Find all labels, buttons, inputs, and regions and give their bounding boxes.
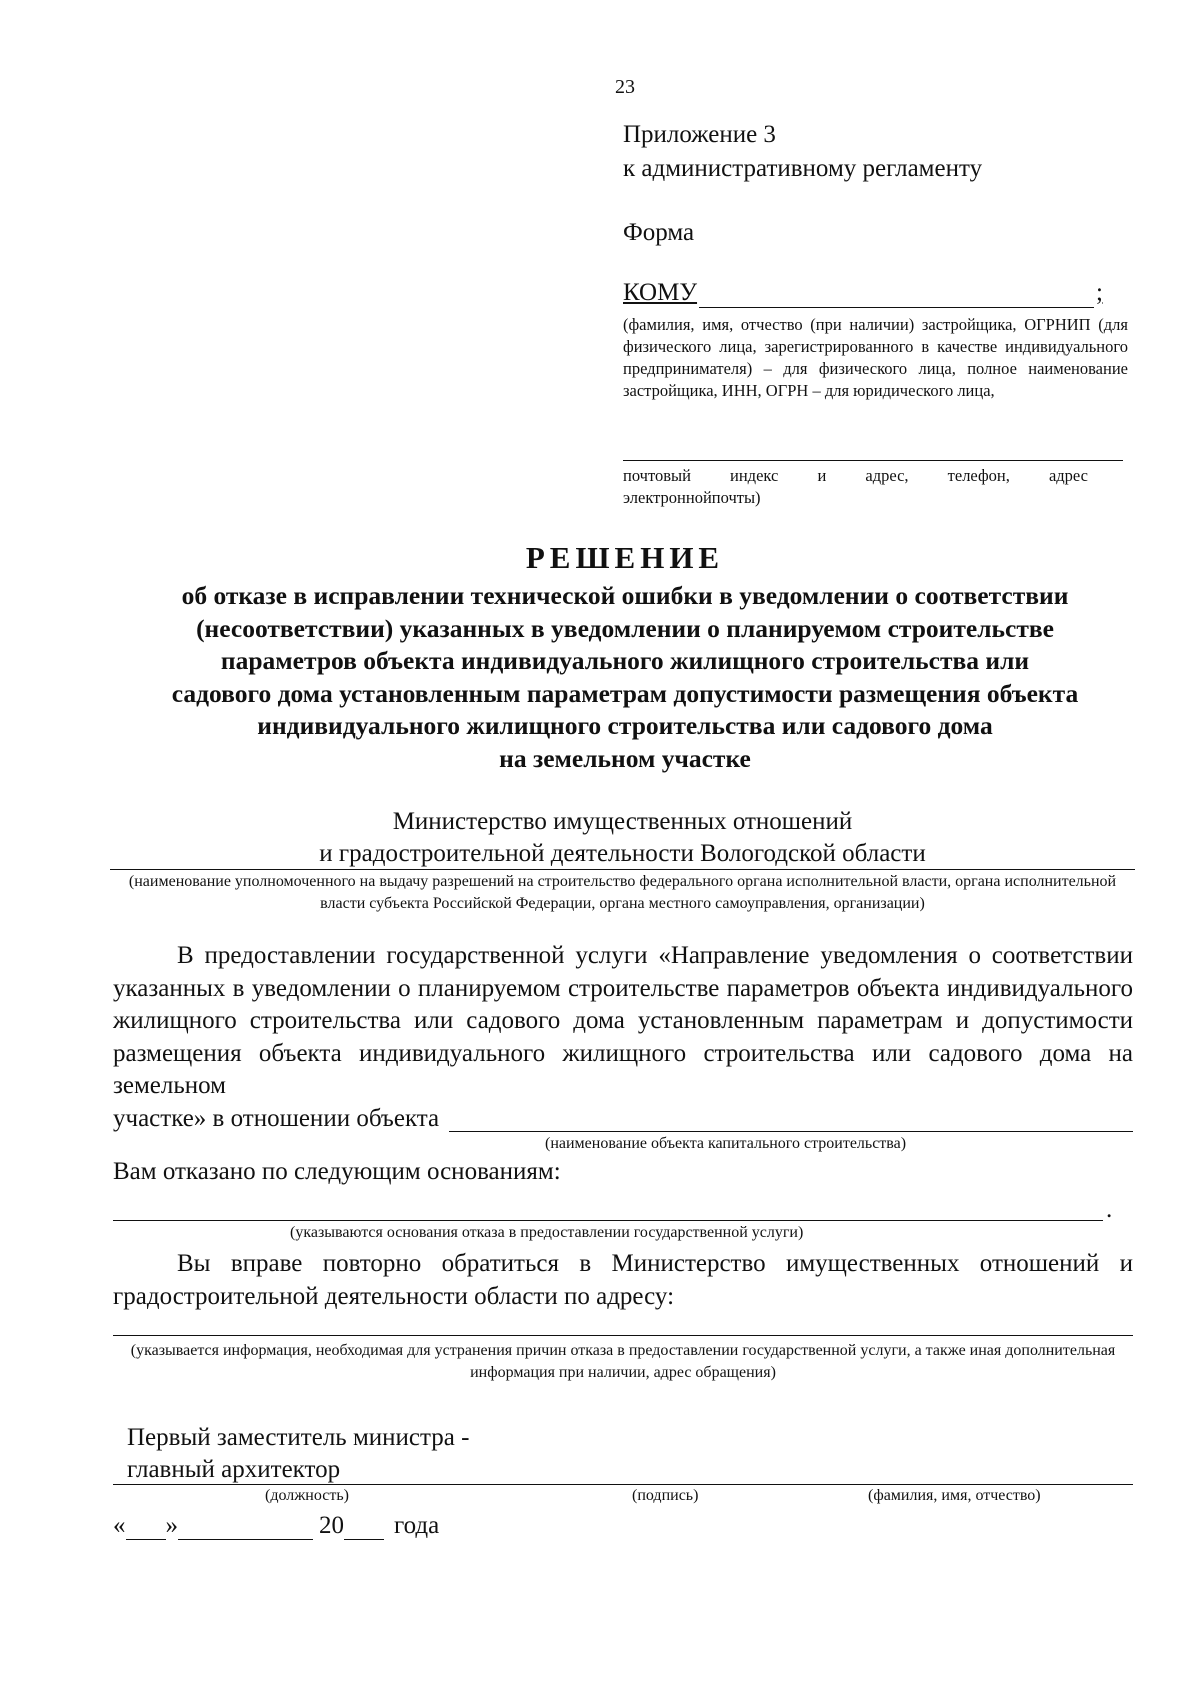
body-object-label: участке» в отношении объекта xyxy=(113,1104,440,1132)
refusal-text: Вам отказано по следующим основаниям: xyxy=(113,1158,561,1185)
subtitle-line: (несоответствии) указанных в уведомлении о планируемом строительстве xyxy=(196,613,1054,643)
refusal-end-mark: . xyxy=(1106,1196,1113,1223)
reapply-text: Вы вправе повторно обратиться в Министерство имущественных отношений и градостроительной деятельности области по адресу: xyxy=(113,1250,1133,1310)
appendix-header xyxy=(623,118,1128,250)
date-suffix: года xyxy=(394,1512,440,1539)
refusal-note: (указываются основания отказа в предоставлении государственной услуги) xyxy=(290,1224,804,1241)
recipient-label: КОМУ xyxy=(623,279,698,306)
ministry-name xyxy=(110,806,1135,870)
ministry-line1: Министерство имущественных отношений xyxy=(392,808,853,835)
subtitle-line: параметров объекта индивидуального жилищного строительства или xyxy=(220,646,1030,675)
signature-label: (подпись) xyxy=(632,1487,699,1504)
fio-label: (фамилия, имя, отчество) xyxy=(868,1487,1041,1504)
recipient-end-mark: ; xyxy=(1096,279,1103,306)
recipient-input-line[interactable] xyxy=(699,281,1094,308)
recipient-address-note xyxy=(623,465,1088,509)
regulation-label: к административному регламенту xyxy=(623,155,983,182)
note-word: и xyxy=(817,466,827,485)
date-year-input[interactable] xyxy=(344,1515,384,1540)
recipient-address-note-line1 xyxy=(623,465,1088,487)
appendix-label: Приложение 3 xyxy=(623,121,776,148)
position-line1: Первый заместитель министра - xyxy=(127,1424,470,1451)
date-close-quote: » xyxy=(165,1512,178,1539)
form-label: Форма xyxy=(623,219,695,246)
body-text: В предоставлении государственной услуги «Направление уведомления о соответствии указанных в уведомлении о планируемом строительстве параметров объекта индивидуального жилищного строительства или садового дома установленным параметрам и допустимости размещения объекта индивидуального жилищного строительства или садового дома на земельном xyxy=(113,942,1133,1099)
recipient-row xyxy=(623,278,1103,308)
signature-line[interactable] xyxy=(113,1484,1133,1485)
recipient-note: (фамилия, имя, отчество (при наличии) застройщика, ОГРНИП (для физического лица, зарегистрированного в качестве индивидуального предпринимателя) – для физического лица, полное наименование застройщика, ИНН, ОГРН – для юридического лица, xyxy=(623,315,1128,400)
body-last-line xyxy=(113,1103,1133,1136)
date-row xyxy=(113,1512,439,1540)
note-word: адрес, xyxy=(865,466,909,485)
note-word: почтовый xyxy=(623,466,691,485)
object-name-input-line[interactable] xyxy=(449,1103,1133,1132)
recipient-address-line[interactable] xyxy=(623,460,1123,461)
refusal-reasons-input-line[interactable] xyxy=(113,1220,1103,1221)
document-subtitle xyxy=(100,580,1150,775)
object-note: (наименование объекта капитального строительства) xyxy=(545,1135,907,1152)
position-label: (должность) xyxy=(265,1487,349,1504)
ministry-note: (наименование уполномоченного на выдачу разрешений на строительство федерального органа исполнительной власти, органа исполнительной власти субъекта Российской Федерации, органа местного самоуправления, организации) xyxy=(128,873,1117,912)
date-day-input[interactable] xyxy=(126,1515,166,1540)
note-word: индекс xyxy=(730,466,779,485)
position-line2: главный архитектор xyxy=(127,1456,341,1483)
body-paragraph xyxy=(113,940,1133,1135)
date-century: 20 xyxy=(319,1512,344,1539)
subtitle-line: садового дома установленным параметрам допустимости размещения объекта xyxy=(171,678,1079,708)
document-title: РЕШЕНИЕ xyxy=(525,540,725,575)
date-month-input[interactable] xyxy=(178,1515,313,1540)
ministry-underline xyxy=(110,869,1135,870)
subtitle-line: индивидуального жилищного строительства или садового дома xyxy=(257,711,993,740)
signatory-position xyxy=(127,1422,469,1486)
note-word: телефон, xyxy=(947,466,1010,485)
reapply-address-input-line[interactable] xyxy=(113,1335,1133,1336)
note-word: адрес xyxy=(1048,466,1088,485)
page-number: 23 xyxy=(615,76,635,98)
subtitle-line: об отказе в исправлении технической ошибки в уведомлении о соответствии xyxy=(181,581,1069,610)
ministry-line2: и градостроительной деятельности Вологодской области xyxy=(319,840,926,867)
reapply-note: (указывается информация, необходимая для устранения причин отказа в предоставлении государственной услуги, а также иная дополнительная информация при наличии, адрес обращения) xyxy=(130,1342,1116,1381)
subtitle-line: на земельном участке xyxy=(499,743,751,773)
date-open-quote: « xyxy=(113,1512,126,1539)
recipient-address-note-line2: электроннойпочты) xyxy=(623,488,761,507)
